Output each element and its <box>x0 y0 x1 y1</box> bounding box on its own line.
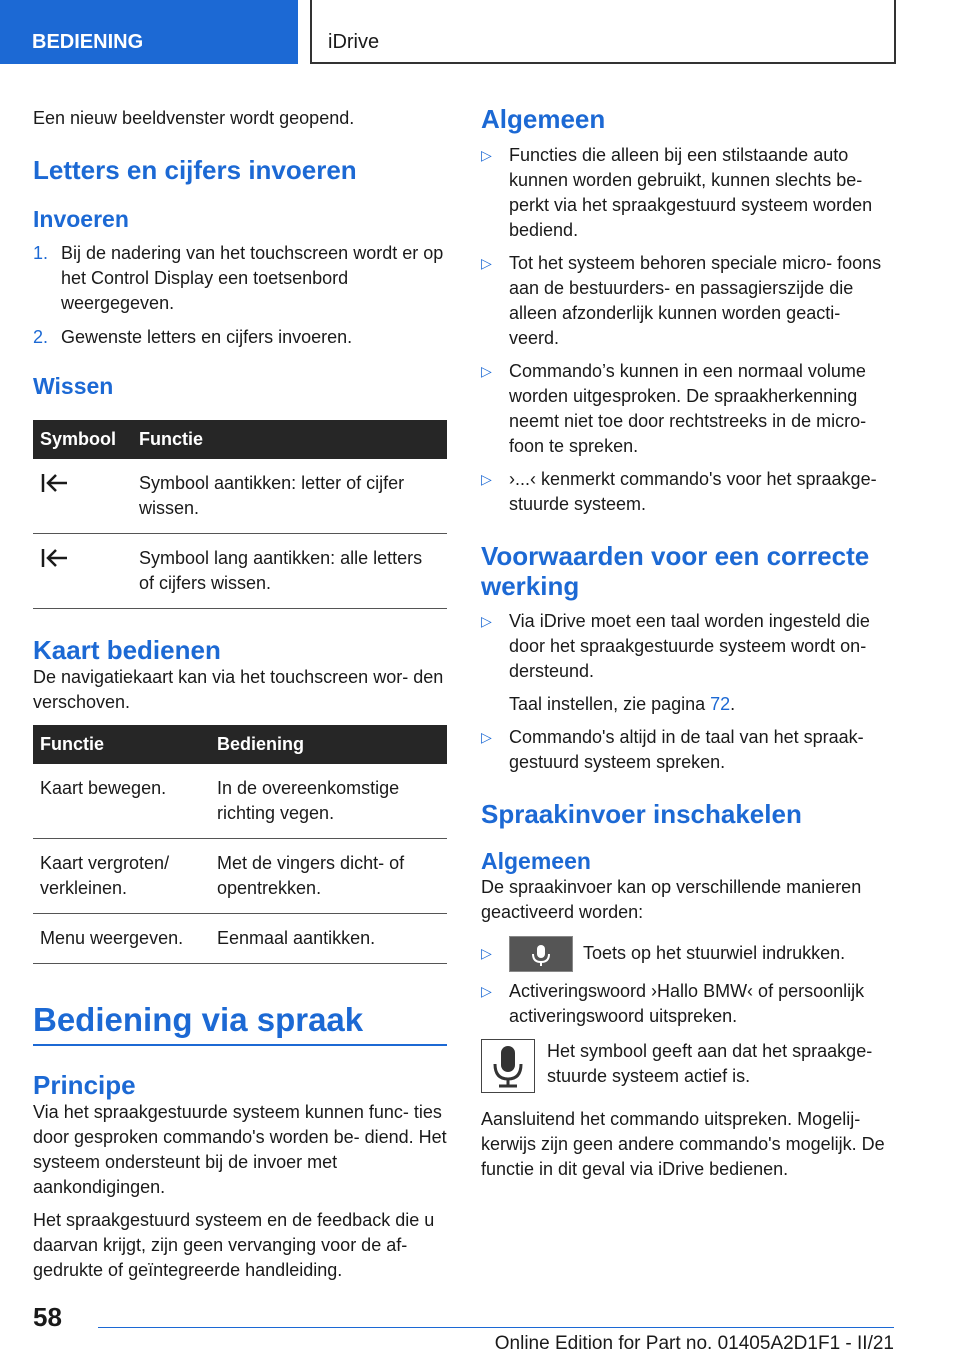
table-row <box>33 459 447 534</box>
table-header-cell: Symbool <box>33 420 132 459</box>
table-cell: Eenmaal aantikken. <box>210 914 447 964</box>
page-link[interactable]: 72 <box>710 694 731 714</box>
bullet-icon: ▷ <box>481 983 492 999</box>
step-number: 2. <box>33 327 49 347</box>
table-cell <box>33 459 132 534</box>
footer-rule <box>98 1327 894 1328</box>
section-label: BEDIENING <box>32 31 144 53</box>
voice-button-icon <box>509 936 573 972</box>
inschakelen-intro: De spraakinvoer kan op verschillende manieren geactiveerd worden: <box>481 877 862 922</box>
kaart-table <box>33 725 447 964</box>
list-item <box>481 609 895 684</box>
cross-reference <box>481 692 895 717</box>
heading-spraak: Bediening via spraak <box>33 1001 364 1038</box>
heading-voorwaarden: Voorwaarden voor een correcte werking <box>481 541 870 601</box>
list-item <box>481 979 895 1029</box>
chapter-label: iDrive <box>328 31 380 53</box>
backspace-icon <box>40 546 70 570</box>
bullet-icon: ▷ <box>481 363 492 379</box>
table-header-cell: Functie <box>33 725 210 764</box>
heading-wissen: Wissen <box>33 373 114 399</box>
kaart-intro: De navigatiekaart kan via het touchscreen wor‐ den verschoven. <box>33 667 444 712</box>
heading-principe: Principe <box>33 1070 136 1100</box>
page-number: 58 <box>33 1302 62 1332</box>
list-item <box>481 359 895 459</box>
table-cell: Menu weergeven. <box>33 914 210 964</box>
list-item-text: Activeringswoord ›Hallo BMW‹ of persoonlijk activeringswoord uitspreken. <box>509 981 865 1026</box>
table-cell: Symbool lang aantikken: alle letters of cijfers wissen. <box>132 534 447 609</box>
table-cell: Kaart vergroten/ verkleinen. <box>33 839 210 914</box>
step-text: Bij de nadering van het touchscreen wordt er op het Control Display een toetsenbord weergegeven. <box>61 243 444 313</box>
list-item-text: Via iDrive moet een taal worden ingesteld die door het spraakgestuurde systeem wordt on‐ dersteund. <box>509 611 870 681</box>
ref-text: Taal instellen, zie pagina <box>509 694 711 714</box>
ref-end: . <box>730 694 736 714</box>
table-row <box>33 839 447 914</box>
bullet-icon: ▷ <box>481 729 492 745</box>
bullet-icon: ▷ <box>481 945 492 961</box>
step-number: 1. <box>33 243 49 263</box>
bullet-icon: ▷ <box>481 147 492 163</box>
step-text: Gewenste letters en cijfers invoeren. <box>61 327 353 347</box>
wissen-table <box>33 420 447 609</box>
table-cell: Kaart bewegen. <box>33 764 210 839</box>
list-item-text: Commando's altijd in de taal van het spraak‐ gestuurd systeem spreken. <box>509 727 864 772</box>
list-item-text: ›...‹ kenmerkt commando's voor het spraakge‐ stuurde systeem. <box>509 469 877 514</box>
intro-text: Een nieuw beeldvenster wordt geopend. <box>33 108 355 128</box>
heading-inschakelen: Spraakinvoer inschakelen <box>481 799 802 829</box>
table-header-cell: Bediening <box>210 725 447 764</box>
bullet-icon: ▷ <box>481 255 492 271</box>
table-cell <box>33 534 132 609</box>
table-row <box>33 914 447 964</box>
list-item-text: Functies die alleen bij een stilstaande auto kunnen worden gebruikt, kunnen slechts be‐ perkt via het spraakgestuurd systeem worden bediend. <box>509 145 873 240</box>
section-tab <box>0 0 298 64</box>
table-row <box>33 764 447 839</box>
heading-invoeren: Invoeren <box>33 206 129 232</box>
list-item-text: Toets op het stuurwiel indrukken. <box>583 943 846 963</box>
list-item-text: Commando’s kunnen in een normaal volume worden uitgesproken. De spraakherkenning neemt niet toe door rechtstreeks in de micro‐ foon te spreken. <box>509 361 867 456</box>
list-item <box>481 143 895 243</box>
backspace-icon <box>40 471 70 495</box>
left-column <box>33 100 447 1283</box>
microphone-icon <box>481 1039 535 1093</box>
list-item <box>481 251 895 351</box>
principe-paragraph: Het spraakgestuurd systeem en de feedback die u daarvan krijgt, zijn geen vervanging voor de af‐ gedrukte of geïntegreerde handleiding. <box>33 1210 435 1280</box>
list-item-text: Tot het systeem behoren speciale micro‐ foons aan de bestuurders- en passagierszijde die alleen afzonderlijk kunnen worden geacti‐ veerd. <box>509 253 882 348</box>
list-item <box>481 467 895 517</box>
heading-kaart: Kaart bedienen <box>33 635 221 665</box>
table-cell: Met de vingers dicht- of opentrekken. <box>210 839 447 914</box>
principe-paragraph: Via het spraakgestuurde systeem kunnen func‐ ties door gesproken commando's worden be‐ diend. Het systeem ondersteunt bij de invoer met aankondigingen. <box>33 1102 447 1197</box>
closing-paragraph: Aansluitend het commando uitspreken. Mogelij‐ kerwijs zijn geen andere commando's mogelijk. De functie in dit geval via iDrive bedienen. <box>481 1109 885 1179</box>
heading-algemeen-2: Algemeen <box>481 848 591 874</box>
table-cell: Symbool aantikken: letter of cijfer wissen. <box>132 459 447 534</box>
symbol-note-text: Het symbool geeft aan dat het spraakge‐ stuurde systeem actief is. <box>547 1041 873 1086</box>
list-item <box>481 933 895 973</box>
symbol-note <box>481 1039 895 1095</box>
list-item <box>481 725 895 775</box>
step-item <box>33 325 447 350</box>
table-header-cell: Functie <box>132 420 447 459</box>
footer-edition: Online Edition for Part no. 01405A2D1F1 - II/21 <box>494 1333 894 1354</box>
heading-letters: Letters en cijfers invoeren <box>33 155 357 185</box>
step-item <box>33 241 447 316</box>
right-column <box>481 100 895 1182</box>
bullet-icon: ▷ <box>481 613 492 629</box>
table-row <box>33 534 447 609</box>
bullet-icon: ▷ <box>481 471 492 487</box>
table-cell: In de overeenkomstige richting vegen. <box>210 764 447 839</box>
chapter-tab <box>310 0 896 64</box>
heading-algemeen: Algemeen <box>481 104 606 134</box>
